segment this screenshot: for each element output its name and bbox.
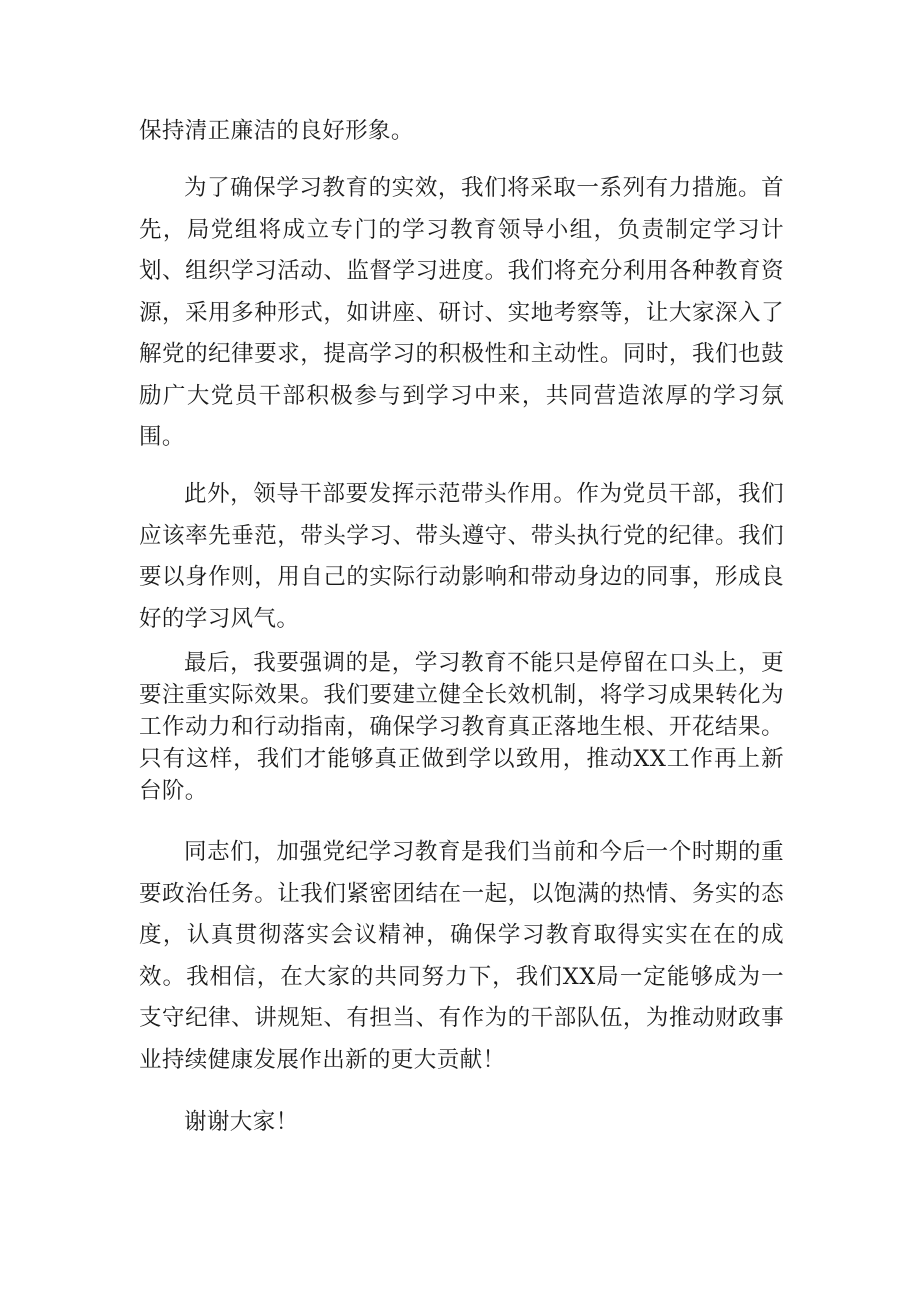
paragraph-leadership-example: 此外，领导干部要发挥示范带头作用。作为党员干部，我们应该率先垂范，带头学习、带头遵守、带头执行党的纪律。我们要以身作则，用自己的实际行动影响和带动身边的同事，形成良好的学习风气。 [139, 481, 784, 632]
paragraph-thanks: 谢谢大家！ [184, 1109, 299, 1135]
paragraph-conclusion: 同志们，加强党纪学习教育是我们当前和今后一个时期的重要政治任务。让我们紧密团结在一起，以饱满的热情、务实的态度，认真贯彻落实会议精神，确保学习教育取得实实在在的成效。我相信，在大家的共同努力下，我们XX局一定能够成为一支守纪律、讲规矩、有担当、有作为的干部队伍，为推动财政事业持续健康发展作出新的更大贡献！ [139, 839, 784, 1073]
paragraph-measures: 为了确保学习教育的实效，我们将采取一系列有力措施。首先，局党组将成立专门的学习教育领导小组，负责制定学习计划、组织学习活动、监督学习进度。我们将充分利用各种教育资源，采用多种形式，如讲座、研讨、实地考察等，让大家深入了解党的纪律要求，提高学习的积极性和主动性。同时，我们也鼓励广大党员干部积极参与到学习中来，共同营造浓厚的学习氛围。 [139, 175, 784, 450]
paragraph-continuation: 保持清正廉洁的良好形象。 [139, 118, 414, 144]
paragraph-practical-effect: 最后，我要强调的是，学习教育不能只是停留在口头上，更要注重实际效果。我们要建立健全长效机制，将学习成果转化为工作动力和行动指南，确保学习教育真正落地生根、开花结果。只有这样，我们才能够真正做到学以致用，推动XX工作再上新台阶。 [139, 650, 784, 804]
